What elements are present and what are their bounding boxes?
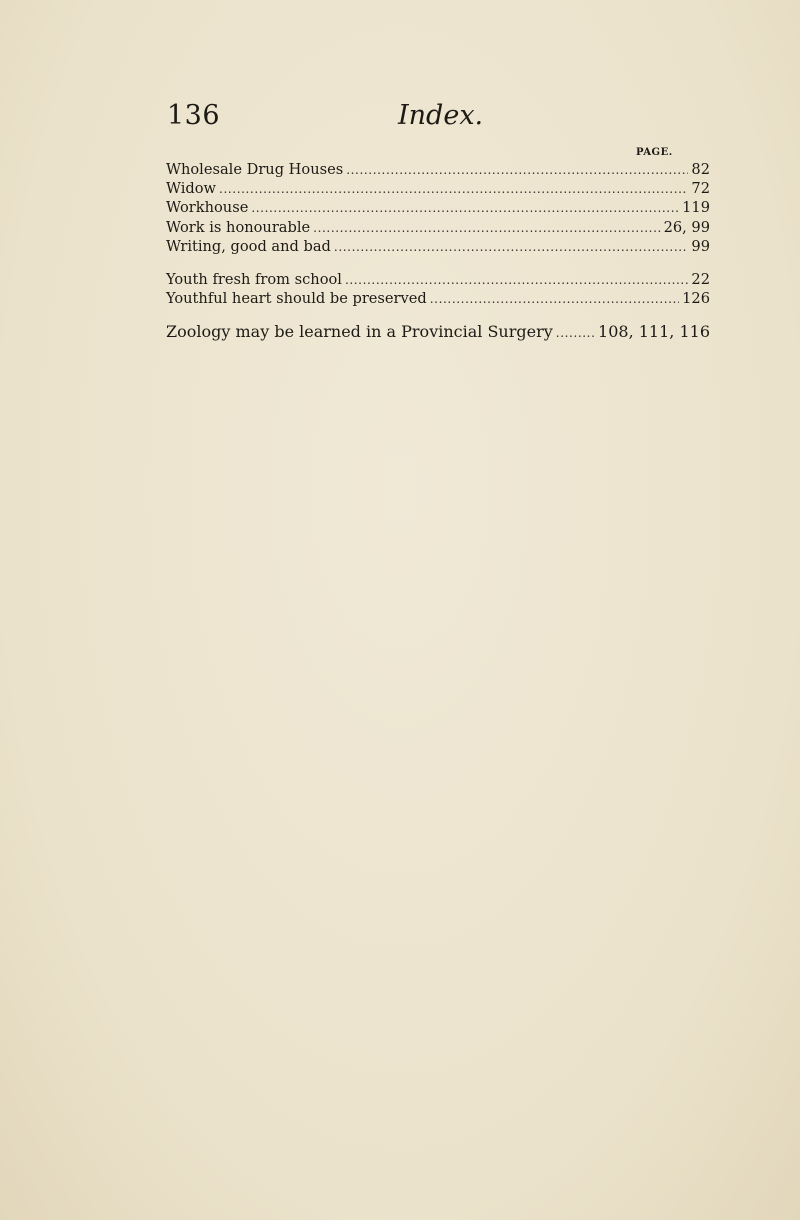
entry-label: Workhouse <box>166 199 249 217</box>
entry-label: Widow <box>166 180 217 198</box>
index-entry <box>166 270 710 289</box>
dot-leader <box>346 161 688 180</box>
dot-leader <box>430 290 679 309</box>
index-entries <box>166 160 710 342</box>
page-header <box>0 100 800 140</box>
entry-pages: 108, 111, 116 <box>598 322 710 342</box>
dot-leader <box>334 238 689 257</box>
index-entry <box>166 322 710 341</box>
group-spacer <box>166 308 710 322</box>
running-title: Index. <box>398 100 484 131</box>
index-group-z <box>166 322 710 341</box>
entry-label: Youth fresh from school <box>166 270 342 288</box>
entry-pages: 99 <box>691 237 710 255</box>
index-entry <box>166 198 710 217</box>
entry-pages: 82 <box>691 161 710 178</box>
dot-leader <box>556 324 595 343</box>
dot-leader <box>345 271 688 290</box>
entry-pages: 119 <box>682 199 710 217</box>
group-spacer <box>166 256 710 270</box>
index-group-y <box>166 270 710 308</box>
index-entry <box>166 237 710 256</box>
entry-pages: 22 <box>691 270 710 288</box>
entry-label: Youthful heart should be preserved <box>166 290 427 308</box>
entry-label: Zoology may be learned in a Provincial Surgery <box>166 322 553 342</box>
page-column-label: PAGE. <box>636 147 673 158</box>
dot-leader <box>219 180 688 199</box>
index-entry <box>166 160 710 179</box>
index-entry <box>166 218 710 237</box>
index-entry <box>166 289 710 308</box>
page-number: 136 <box>167 100 221 131</box>
entry-label: Work is honourable <box>166 218 311 236</box>
entry-pages: 26, 99 <box>663 218 710 236</box>
index-group-w <box>166 160 710 256</box>
dot-leader <box>313 219 660 238</box>
dot-leader <box>251 199 679 218</box>
entry-pages: 126 <box>682 290 710 308</box>
index-entry <box>166 179 710 198</box>
entry-pages: 72 <box>691 180 710 198</box>
entry-label: Writing, good and bad <box>166 237 331 255</box>
entry-label: Wholesale Drug Houses <box>166 161 344 178</box>
